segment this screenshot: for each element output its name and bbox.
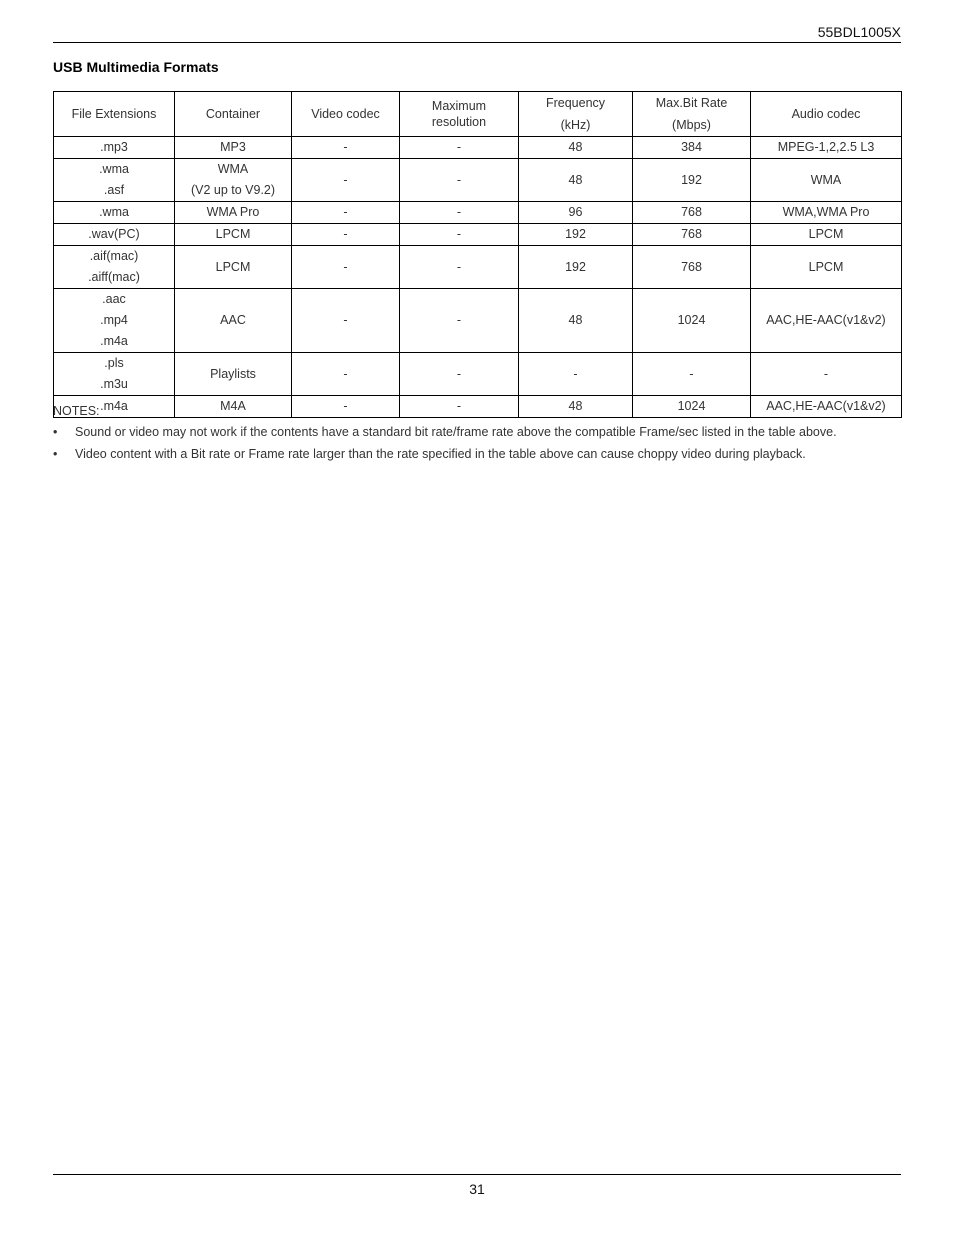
cell-line: LPCM: [215, 259, 251, 274]
bit-rate-cell: 768: [633, 224, 751, 246]
container-cell: [175, 224, 292, 246]
cell-line: .mp4: [100, 313, 128, 327]
column-header-label: resolution: [431, 115, 487, 129]
frequency-cell: 48: [519, 159, 633, 202]
file-extension-cell: [54, 224, 175, 246]
video-codec-cell: -: [292, 396, 400, 418]
file-extension-cell: [54, 159, 175, 202]
max-resolution-cell: -: [400, 353, 519, 396]
column-header-label: Frequency: [545, 96, 606, 110]
frequency-cell: -: [519, 353, 633, 396]
video-codec-cell: -: [292, 353, 400, 396]
cell-line: .m4a: [100, 399, 128, 413]
file-extension-cell: [54, 246, 175, 289]
cell-line: LPCM: [215, 227, 251, 241]
max-resolution-cell: -: [400, 202, 519, 224]
max-resolution-cell: -: [400, 137, 519, 159]
cell-line: .m4a: [100, 334, 128, 348]
table-row: [54, 246, 902, 289]
bit-rate-cell: 768: [633, 246, 751, 289]
column-header: [400, 92, 519, 137]
column-header-label: (kHz): [560, 118, 591, 132]
table-row: [54, 396, 902, 418]
cell-line: Playlists: [210, 366, 256, 381]
bit-rate-cell: 1024: [633, 396, 751, 418]
footer-divider: [53, 1174, 901, 1175]
table-row: [54, 159, 902, 202]
file-extension-cell: [54, 289, 175, 353]
cell-line: .wav(PC): [88, 227, 140, 241]
container-cell: [175, 159, 292, 202]
container-cell: [175, 353, 292, 396]
file-extension-cell: [54, 202, 175, 224]
cell-line: AAC: [220, 313, 246, 327]
table-row: [54, 353, 902, 396]
audio-codec-cell: AAC,HE-AAC(v1&v2): [751, 396, 902, 418]
column-header-label: Video codec: [311, 107, 380, 121]
video-codec-cell: -: [292, 246, 400, 289]
frequency-cell: 48: [519, 396, 633, 418]
note-text: Video content with a Bit rate or Frame rate larger than the rate specified in the table above can cause choppy video during playback.: [75, 447, 806, 461]
bit-rate-cell: -: [633, 353, 751, 396]
frequency-cell: 192: [519, 224, 633, 246]
cell-line: M4A: [220, 399, 246, 413]
container-cell: [175, 137, 292, 159]
file-extension-cell: [54, 353, 175, 396]
video-codec-cell: -: [292, 137, 400, 159]
cell-line: .aiff(mac): [88, 270, 140, 284]
cell-line: .mp3: [100, 140, 128, 154]
column-header-label: (Mbps): [672, 118, 711, 132]
table-row: [54, 137, 902, 159]
column-header: [519, 92, 633, 137]
bit-rate-cell: 1024: [633, 289, 751, 353]
page-number: 31: [469, 1181, 485, 1197]
video-codec-cell: -: [292, 159, 400, 202]
container-cell: [175, 396, 292, 418]
column-header-label: Max.Bit Rate: [655, 96, 728, 110]
cell-line: .asf: [103, 183, 125, 197]
max-resolution-cell: -: [400, 224, 519, 246]
bit-rate-cell: 192: [633, 159, 751, 202]
column-header-label: Container: [205, 107, 261, 121]
table-body: [54, 137, 902, 418]
audio-codec-cell: AAC,HE-AAC(v1&v2): [751, 289, 902, 353]
container-cell: [175, 246, 292, 289]
bullet-icon: •: [53, 447, 58, 461]
video-codec-cell: -: [292, 224, 400, 246]
cell-line: (V2 up to V9.2): [190, 183, 276, 197]
cell-line: WMA Pro: [206, 205, 260, 219]
section-title: USB Multimedia Formats: [53, 59, 219, 75]
cell-line: .aif(mac): [89, 249, 139, 263]
note-item: [53, 424, 901, 441]
column-header: [292, 92, 400, 137]
file-extension-cell: [54, 137, 175, 159]
column-header: [54, 92, 175, 137]
cell-line: .wma: [99, 162, 129, 176]
cell-line: MP3: [220, 140, 246, 154]
frequency-cell: 48: [519, 137, 633, 159]
model-number: 55BDL1005X: [817, 24, 901, 40]
audio-codec-cell: LPCM: [751, 246, 902, 289]
table-row: [54, 202, 902, 224]
max-resolution-cell: -: [400, 159, 519, 202]
usb-formats-table: [53, 91, 902, 418]
column-header: [175, 92, 292, 137]
column-header-label: File Extensions: [71, 107, 157, 121]
note-text: Sound or video may not work if the contents have a standard bit rate/frame rate above the compatible Frame/sec listed in the table above.: [75, 425, 837, 439]
column-header-label: Audio codec: [791, 107, 861, 121]
max-resolution-cell: -: [400, 289, 519, 353]
cell-line: WMA: [217, 162, 249, 176]
cell-line: .pls: [104, 356, 124, 370]
note-item: [53, 446, 901, 463]
frequency-cell: 96: [519, 202, 633, 224]
table-row: [54, 289, 902, 353]
notes-title: NOTES:: [53, 404, 100, 418]
max-resolution-cell: -: [400, 246, 519, 289]
audio-codec-cell: MPEG-1,2,2.5 L3: [751, 137, 902, 159]
column-header: [633, 92, 751, 137]
audio-codec-cell: LPCM: [751, 224, 902, 246]
column-header: [751, 92, 902, 137]
max-resolution-cell: -: [400, 396, 519, 418]
audio-codec-cell: WMA: [751, 159, 902, 202]
bit-rate-cell: 768: [633, 202, 751, 224]
notes-list: [53, 424, 901, 468]
audio-codec-cell: WMA,WMA Pro: [751, 202, 902, 224]
frequency-cell: 192: [519, 246, 633, 289]
cell-line: .wma: [99, 205, 129, 219]
table-header-row: [54, 92, 902, 137]
video-codec-cell: -: [292, 289, 400, 353]
column-header-label: Maximum: [431, 99, 487, 113]
bit-rate-cell: 384: [633, 137, 751, 159]
audio-codec-cell: -: [751, 353, 902, 396]
header-divider: [53, 42, 901, 43]
video-codec-cell: -: [292, 202, 400, 224]
table-row: [54, 224, 902, 246]
bullet-icon: •: [53, 425, 58, 439]
cell-line: .aac: [102, 292, 126, 306]
frequency-cell: 48: [519, 289, 633, 353]
cell-line: .m3u: [100, 377, 128, 391]
container-cell: [175, 202, 292, 224]
container-cell: [175, 289, 292, 353]
